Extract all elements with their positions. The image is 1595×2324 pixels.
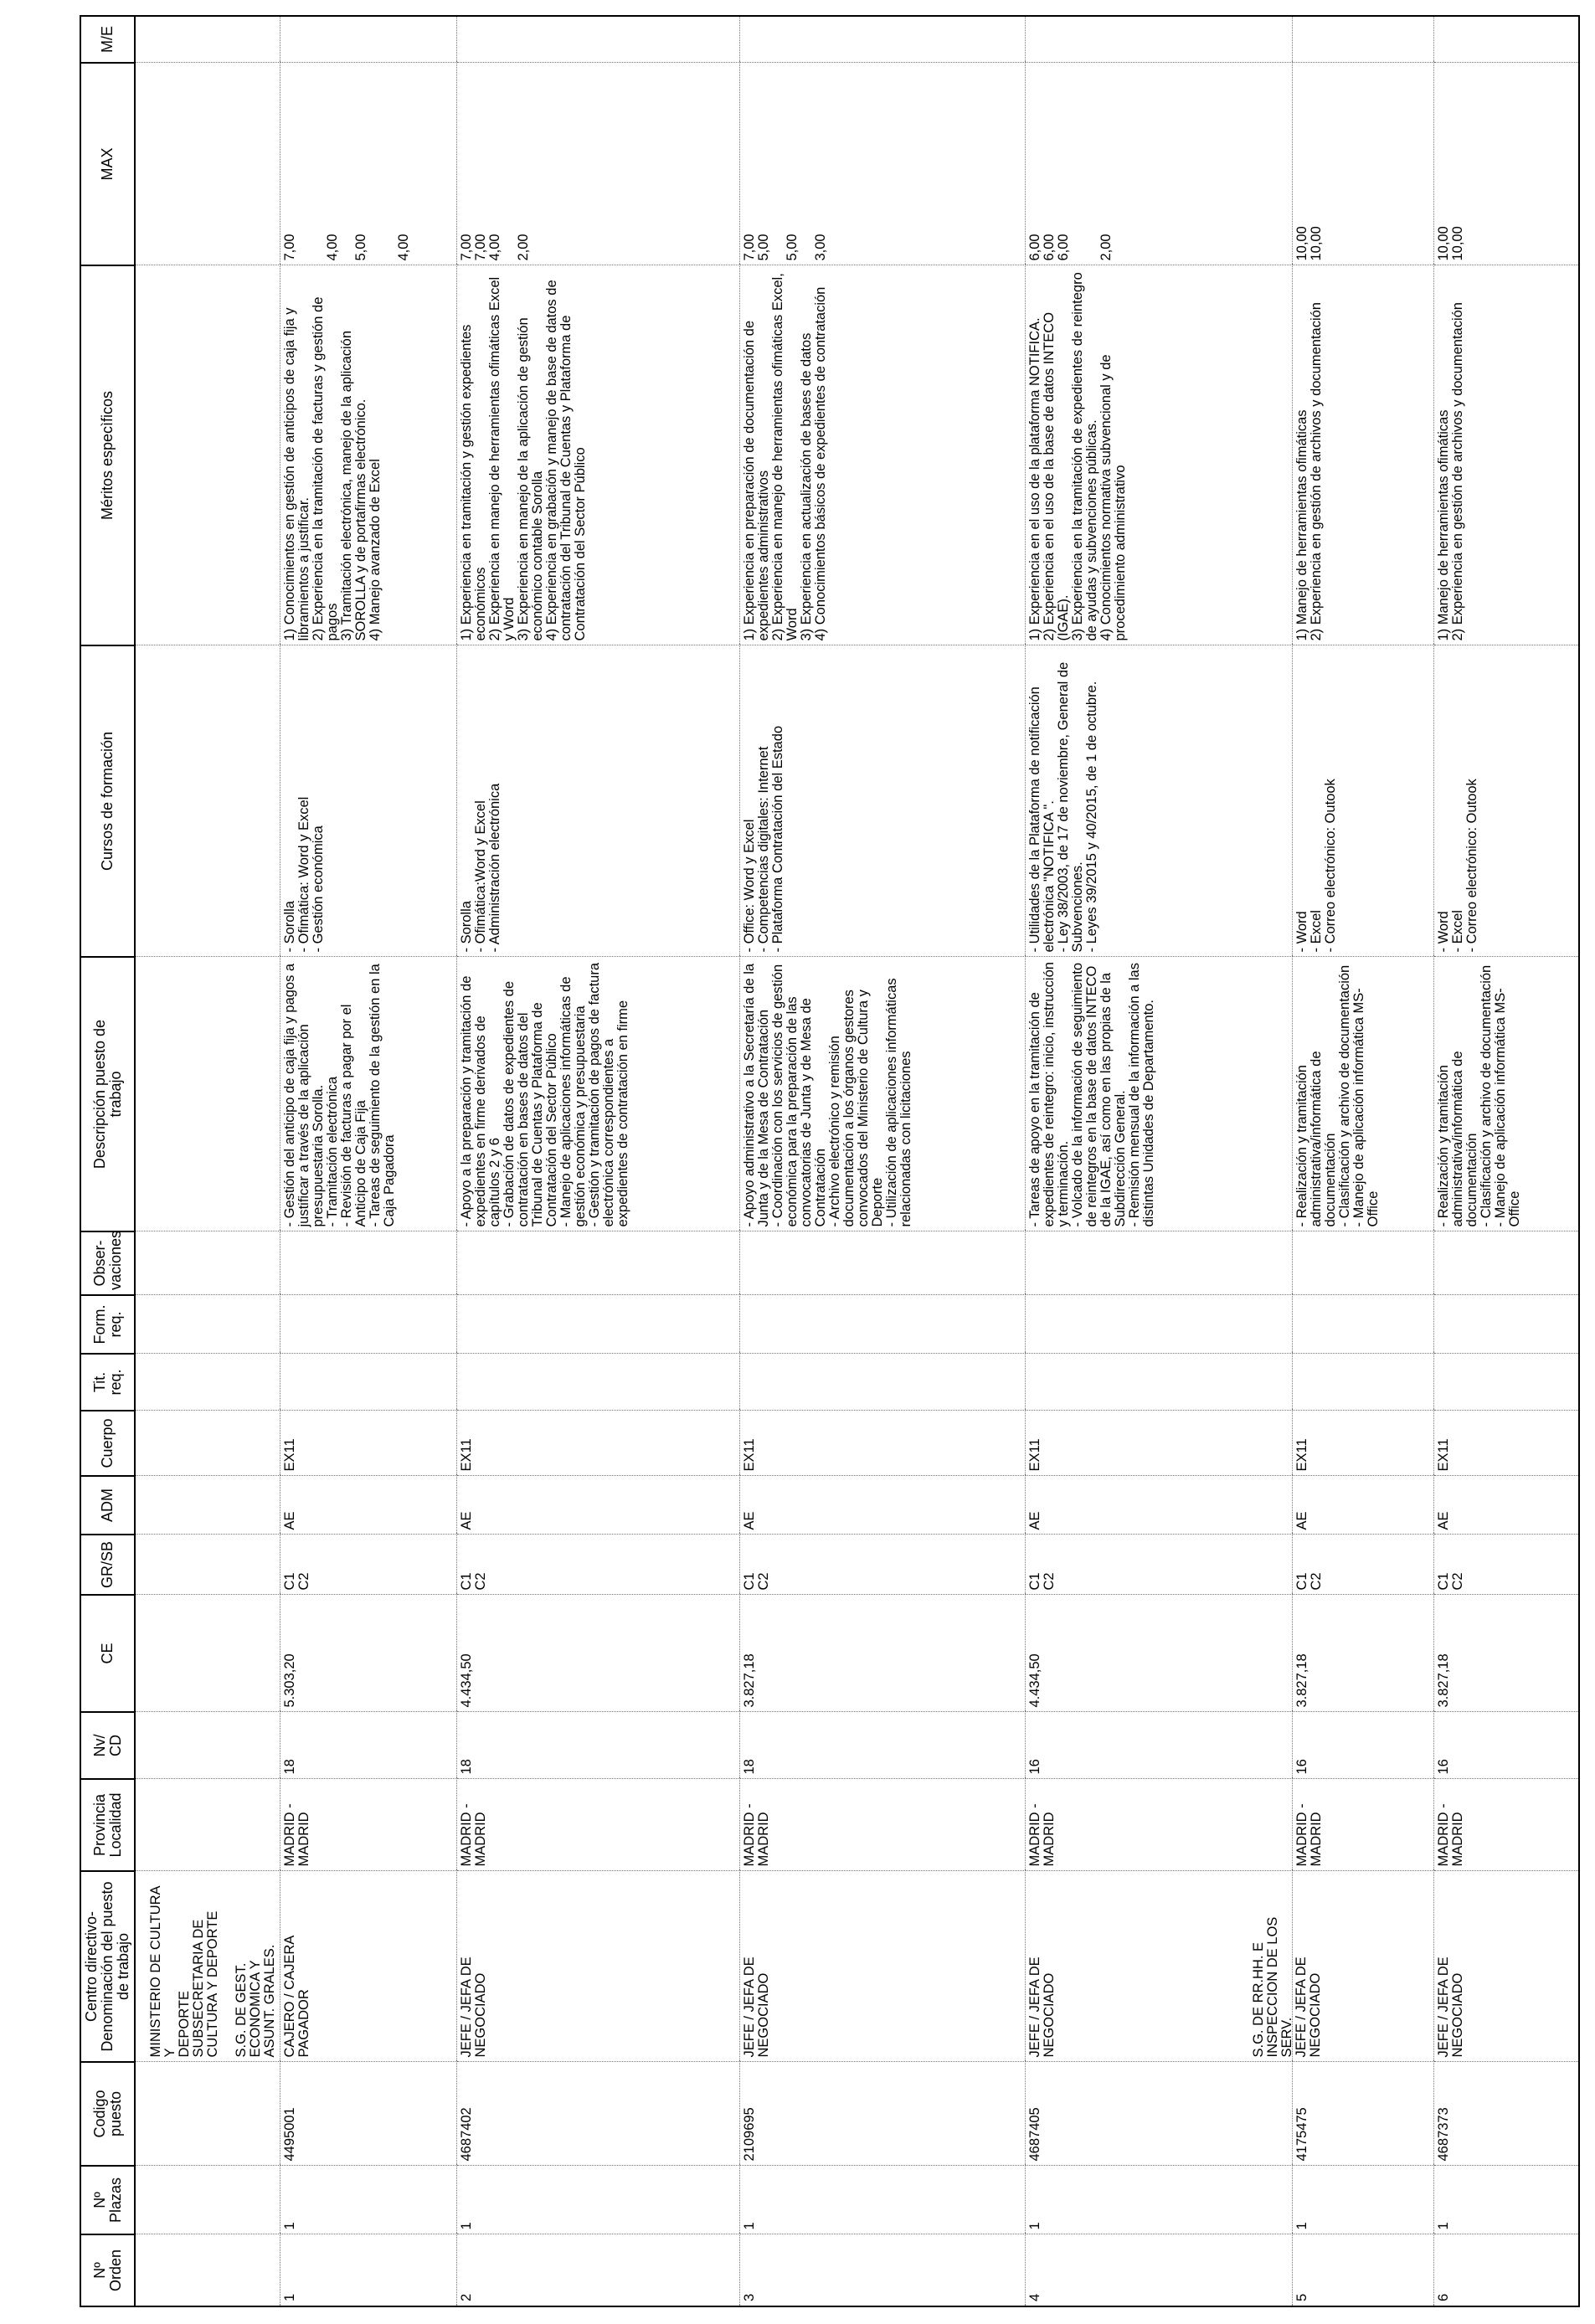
row-provincia: MADRID - MADRID bbox=[1026, 1779, 1293, 1871]
row-plazas: 1 bbox=[457, 2166, 740, 2234]
cell bbox=[135, 1712, 280, 1779]
row-plazas: 1 bbox=[740, 2166, 1026, 2234]
row-centro: CAJERO / CAJERA PAGADOR bbox=[280, 1871, 457, 2062]
row-meritos: 1) Manejo de herramientas ofimáticas 2) Experiencia en gestión de archivos y documentación bbox=[1434, 265, 1579, 645]
row-obs bbox=[1434, 1231, 1579, 1295]
row-meritos: 1) Conocimientos en gestión de anticipos de caja fija y libramientos a justificar. 2) Experiencia en la tramitación de facturas y gestión de pagos 3) Tramitación electrónica, manejo de la aplicación SOROLLA y de portafirmas electrónico. 4) Manejo avanzado de Excel bbox=[280, 265, 457, 645]
cell bbox=[135, 2166, 280, 2234]
table-row bbox=[1434, 16, 1579, 2306]
row-me bbox=[740, 16, 1026, 63]
row-me bbox=[280, 16, 457, 63]
header-max: MAX bbox=[80, 63, 135, 265]
row-cuerpo: EX11 bbox=[1026, 1411, 1293, 1476]
cell bbox=[135, 2234, 280, 2306]
row-max: 7,00 4,00 5,00 4,00 bbox=[280, 63, 457, 265]
row-cursos: - Utilidades de la Plataforma de notificación electrónica "NOTIFICA ". - Ley 38/2003, de 17 de noviembre, General de Subvenciones. - Leyes 39/2015 y 40/2015, de 1 de octubre. bbox=[1026, 645, 1293, 957]
row-tit bbox=[1293, 1354, 1434, 1411]
row-form bbox=[740, 1295, 1026, 1354]
table-row bbox=[457, 16, 740, 2306]
row-desc: - Apoyo a la preparación y tramitación de expedientes en firme derivados de capítulos 2 y 6 - Grabación de datos de expedientes de contratación en bases de datos del Tribunal de Cuentas y Plataforma de Contratación del Sector Público - Manejo de aplicaciones informáticas de gestión económica y presupuestaria - Gestión y tramitación de pagos de factura electrónica correspondientes a expedientes de contratación en firme bbox=[457, 957, 740, 1231]
row-meritos: 1) Experiencia en preparación de documentación de expedientes administrativos 2) Experiencia en manejo de herramientas ofimáticas Excel, Word 3) Experiencia en actualización de bases de datos 4) Conocimientos básicos de expedientes de contratación bbox=[740, 265, 1026, 645]
header-row bbox=[80, 16, 135, 2306]
row-form bbox=[1434, 1295, 1579, 1354]
row-ce: 3.827,18 bbox=[1434, 1595, 1579, 1712]
row-codigo: 4687402 bbox=[457, 2062, 740, 2166]
row-form bbox=[457, 1295, 740, 1354]
cell bbox=[135, 265, 280, 645]
row-gr: C1 C2 bbox=[280, 1535, 457, 1595]
row-tit bbox=[740, 1354, 1026, 1411]
header-gr: GR/SB bbox=[80, 1535, 135, 1595]
row-adm: AE bbox=[740, 1476, 1026, 1535]
row-tit bbox=[1026, 1354, 1293, 1411]
table-row bbox=[1293, 16, 1434, 2306]
header-meritos: Méritos especìficos bbox=[80, 265, 135, 645]
row-orden: 4 bbox=[1026, 2234, 1293, 2306]
row-gr: C1 C2 bbox=[1026, 1535, 1293, 1595]
row-obs bbox=[457, 1231, 740, 1295]
cell bbox=[135, 1231, 280, 1295]
row-adm: AE bbox=[1026, 1476, 1293, 1535]
row-plazas: 1 bbox=[1434, 2166, 1579, 2234]
row-cursos: - Word - Excel - Correo electrónico: Outook bbox=[1293, 645, 1434, 957]
row-max: 7,00 7,00 4,00 2,00 bbox=[457, 63, 740, 265]
row-nv: 16 bbox=[1026, 1712, 1293, 1779]
header-provincia: Provincia Localidad bbox=[80, 1779, 135, 1871]
row-codigo: 4687405 bbox=[1026, 2062, 1293, 2166]
row-obs bbox=[740, 1231, 1026, 1295]
row-plazas: 1 bbox=[1026, 2166, 1293, 2234]
row-adm: AE bbox=[280, 1476, 457, 1535]
header-centro: Centro directivo- Denominación del puesto de trabajo bbox=[80, 1871, 135, 2062]
row-orden: 6 bbox=[1434, 2234, 1579, 2306]
row-codigo: 4175475 bbox=[1293, 2062, 1434, 2166]
row-cursos: - Sorolla - Ofimática: Word y Excel - Gestión económica bbox=[280, 645, 457, 957]
row-desc: - Realización y tramitación administrativa/informática de documentación - Clasificación y archivo de documentación - Manejo de aplicación informática MS-Office bbox=[1434, 957, 1579, 1231]
header-plazas: Nº Plazas bbox=[80, 2166, 135, 2234]
row-form bbox=[1026, 1295, 1293, 1354]
row-nv: 18 bbox=[740, 1712, 1026, 1779]
cell bbox=[135, 1595, 280, 1712]
header-desc: Descripción puesto de trabajo bbox=[80, 957, 135, 1231]
row-cuerpo: EX11 bbox=[1293, 1411, 1434, 1476]
cell bbox=[135, 63, 280, 265]
row-gr: C1 C2 bbox=[1434, 1535, 1579, 1595]
row-orden: 2 bbox=[457, 2234, 740, 2306]
row-obs bbox=[1293, 1231, 1434, 1295]
row-desc: - Realización y tramitación administrativa/informática de documentación - Clasificación y archivo de documentación - Manejo de aplicación informática MS-Office bbox=[1293, 957, 1434, 1231]
row-provincia: MADRID - MADRID bbox=[457, 1779, 740, 1871]
row-gr: C1 C2 bbox=[457, 1535, 740, 1595]
row-me bbox=[1434, 16, 1579, 63]
row-max: 6,00 6,00 6,00 2,00 bbox=[1026, 63, 1293, 265]
row-cuerpo: EX11 bbox=[457, 1411, 740, 1476]
row-me bbox=[1026, 16, 1293, 63]
table-row bbox=[740, 16, 1026, 2306]
row-cursos: - Office: Word y Excel - Competencias digitales: Internet - Plataforma Contratación del Estado bbox=[740, 645, 1026, 957]
rotated-table-wrapper bbox=[80, 17, 1580, 2307]
row-centro-cell bbox=[1251, 1871, 1434, 2062]
job-positions-table bbox=[80, 15, 1580, 2307]
cell bbox=[135, 957, 280, 1231]
row-centro: JEFE / JEFA DE NEGOCIADO bbox=[740, 1871, 1026, 2062]
row-form bbox=[280, 1295, 457, 1354]
header-codigo: Codigo puesto bbox=[80, 2062, 135, 2166]
row-max: 10,00 10,00 bbox=[1293, 63, 1434, 265]
row-tit bbox=[457, 1354, 740, 1411]
row-provincia: MADRID - MADRID bbox=[1434, 1779, 1579, 1871]
row-nv: 18 bbox=[457, 1712, 740, 1779]
row-ce: 4.434,50 bbox=[1026, 1595, 1293, 1712]
row-centro: JEFE / JEFA DE NEGOCIADO bbox=[1294, 1956, 1324, 2058]
row-obs bbox=[1026, 1231, 1293, 1295]
row-provincia: MADRID - MADRID bbox=[740, 1779, 1026, 1871]
row-me bbox=[1293, 16, 1434, 63]
row-nv: 16 bbox=[1434, 1712, 1579, 1779]
row-cursos: - Word - Excel - Correo electrónico: Outook bbox=[1434, 645, 1579, 957]
ministry-heading: MINISTERIO DE CULTURA Y DEPORTE SUBSECRETARIA DE CULTURA Y DEPORTE S.G. DE GEST. ECONOMICA Y ASUNT. GRALES. bbox=[135, 1871, 280, 2062]
row-ce: 4.434,50 bbox=[457, 1595, 740, 1712]
row-desc: - Gestión del anticipo de caja fija y pagos a justificar a través de la aplicación presupuestaria Sorolla. - Tramitación electrónica - Revisión de facturas a pagar por el Anticipo de Caja Fija - Tareas de seguimiento de la gestión en la Caja Pagadora bbox=[280, 957, 457, 1231]
row-max: 10,00 10,00 bbox=[1434, 63, 1579, 265]
cell bbox=[135, 16, 280, 63]
row-centro: JEFE / JEFA DE NEGOCIADO bbox=[1434, 1871, 1579, 2062]
header-form: Form. req. bbox=[80, 1295, 135, 1354]
row-obs bbox=[280, 1231, 457, 1295]
header-me: M/E bbox=[80, 16, 135, 63]
row-tit bbox=[280, 1354, 457, 1411]
row-orden: 5 bbox=[1293, 2234, 1434, 2306]
row-nv: 16 bbox=[1293, 1712, 1434, 1779]
header-nv: Nv/ CD bbox=[80, 1712, 135, 1779]
cell bbox=[135, 645, 280, 957]
row-nv: 18 bbox=[280, 1712, 457, 1779]
row-cursos: - Sorolla - Ofimática:Word y Excel - Administración electrónica bbox=[457, 645, 740, 957]
row-plazas: 1 bbox=[1293, 2166, 1434, 2234]
header-adm: ADM bbox=[80, 1476, 135, 1535]
header-orden: Nº Orden bbox=[80, 2234, 135, 2306]
row-codigo: 4687373 bbox=[1434, 2062, 1579, 2166]
row-desc: - Apoyo administrativo a la Secretaría de la Junta y de la Mesa de Contratación - Coordinación con los servicios de gestión económica para la preparación de las convocatorias de Junta y de Mesa de Contratación - Archivo electrónico y remisión documentación a los órganos gestores convocados del Ministerio de Cultura y Deporte - Utilización de aplicaciones informáticas relacionadas con licitaciones bbox=[740, 957, 1026, 1231]
row-centro: JEFE / JEFA DE NEGOCIADO bbox=[457, 1871, 740, 2062]
row-adm: AE bbox=[457, 1476, 740, 1535]
row-orden: 1 bbox=[280, 2234, 457, 2306]
row-meritos: 1) Experiencia en tramitación y gestión expedientes económicos 2) Experiencia en manejo de herramientas ofimáticas Excel y Word 3) Experiencia en manejo de la aplicación de gestión económico contable Sorolla 4) Experiencia en grabación y manejo de base de datos de contratación del Tribunal de Cuentas y Plataforma de Contratación del Sector Público bbox=[457, 265, 740, 645]
header-cuerpo: Cuerpo bbox=[80, 1411, 135, 1476]
row-codigo: 4495001 bbox=[280, 2062, 457, 2166]
row-provincia: MADRID - MADRID bbox=[1293, 1779, 1434, 1871]
header-tit: Tit. req. bbox=[80, 1354, 135, 1411]
row-tit bbox=[1434, 1354, 1579, 1411]
row-me bbox=[457, 16, 740, 63]
section-heading-rrhh: S.G. DE RR.HH. E INSPECCION DE LOS SERV. bbox=[1251, 1916, 1295, 2058]
row-centro: JEFE / JEFA DE NEGOCIADO bbox=[1026, 1871, 1293, 2062]
cell bbox=[135, 1476, 280, 1535]
cell bbox=[135, 1779, 280, 1871]
ministry-row bbox=[135, 16, 280, 2306]
row-cuerpo: EX11 bbox=[280, 1411, 457, 1476]
row-plazas: 1 bbox=[280, 2166, 457, 2234]
row-codigo: 2109695 bbox=[740, 2062, 1026, 2166]
row-cuerpo: EX11 bbox=[1434, 1411, 1579, 1476]
cell bbox=[135, 1411, 280, 1476]
row-desc: - Tareas de apoyo en la tramitación de expedientes de reintegro: inicio, instrucción y terminación. - Volcado de la información de seguimiento de reintegros en la base de datos INTECO de la IGAE, así como en las propias de la Subdirección General. - Remisión mensual de la información a las distintas Unidades de Departamento. bbox=[1026, 957, 1293, 1231]
row-adm: AE bbox=[1434, 1476, 1579, 1535]
row-gr: C1 C2 bbox=[740, 1535, 1026, 1595]
cell bbox=[135, 2062, 280, 2166]
row-provincia: MADRID - MADRID bbox=[280, 1779, 457, 1871]
row-gr: C1 C2 bbox=[1293, 1535, 1434, 1595]
header-obs: Obser- vaciones bbox=[80, 1231, 135, 1295]
header-ce: CE bbox=[80, 1595, 135, 1712]
row-orden: 3 bbox=[740, 2234, 1026, 2306]
row-max: 7,00 5,00 5,00 3,00 bbox=[740, 63, 1026, 265]
cell bbox=[135, 1295, 280, 1354]
row-cuerpo: EX11 bbox=[740, 1411, 1026, 1476]
row-meritos: 1) Manejo de herramientas ofimáticas 2) Experiencia en gestión de archivos y documentación bbox=[1293, 265, 1434, 645]
row-ce: 5.303,20 bbox=[280, 1595, 457, 1712]
table-row bbox=[280, 16, 457, 2306]
row-ce: 3.827,18 bbox=[1293, 1595, 1434, 1712]
row-form bbox=[1293, 1295, 1434, 1354]
row-adm: AE bbox=[1293, 1476, 1434, 1535]
row-ce: 3.827,18 bbox=[740, 1595, 1026, 1712]
header-cursos: Cursos de formación bbox=[80, 645, 135, 957]
cell bbox=[135, 1535, 280, 1595]
row-meritos: 1) Experiencia en el uso de la plataforma NOTIFICA. 2) Experiencia en el uso de la base de datos INTECO (IGAE). 3) Experiencia en la tramitación de expedientes de reintegro de ayudas y subvenciones públicas. 4) Conocimientos normativa subvencional y de procedimiento administrativo bbox=[1026, 265, 1293, 645]
cell bbox=[135, 1354, 280, 1411]
